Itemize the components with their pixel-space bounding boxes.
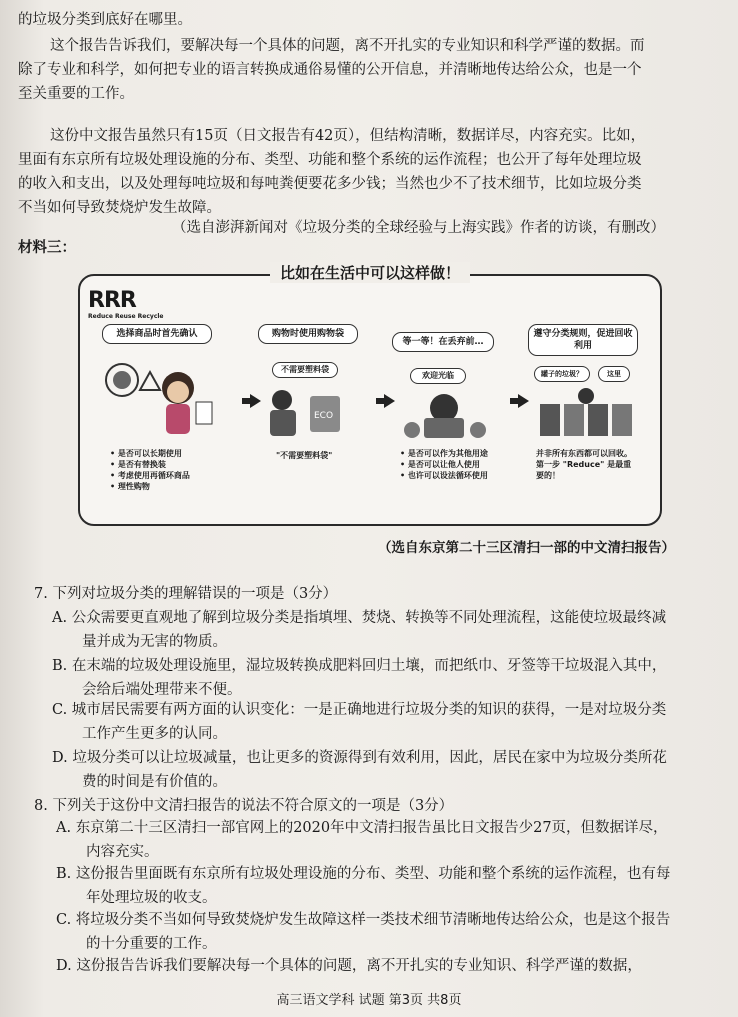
girl-shopping-illustration [100,350,220,440]
text-line: 里面有东京所有垃圾处理设施的分布、类型、功能和整个系统的运作流程；也公开了每年处理垃圾 [18,152,642,168]
text-line: 这份中文报告虽然只有15页（日文报告有42页），但结构清晰，数据详尽，内容充实。比如， [50,128,646,144]
rrr-logo: RRR Reduce Reuse Recycle [88,288,164,320]
step-3-label: 等一等！在丢弃前… [392,332,494,352]
recycle-shop-illustration [394,386,494,440]
q7-option-b-cont: 会给后端处理带来不便。 [82,682,242,698]
infographic-title: 比如在生活中可以这样做！ [270,262,470,283]
q7-option-a-cont: 量并成为无害的物质。 [82,634,227,650]
step-4-speech-bubble: 罐子的垃圾？ [534,366,590,382]
q8-option-b: B. 这份报告里面既有东京所有垃圾处理设施的分布、类型、功能和整个系统的运作流程，也有每 [56,866,671,882]
svg-text:ECO: ECO [314,411,334,421]
q7-option-a: A. 公众需要更直观地了解到垃圾分类是指填埋、焚烧、转换等不同处理流程，这能使垃圾最终减 [52,610,667,626]
text-line: 的收入和支出，以及处理每吨垃圾和每吨粪便要花多少钱；当然也少不了技术细节，比如垃圾分类 [18,176,642,192]
step-3-bullets: • 是否可以作为其他用途 • 是否可以让他人使用 • 也许可以设法循环使用 [400,449,488,480]
q7-option-d: D. 垃圾分类可以让垃圾减量，也让更多的资源得到有效利用，因此，居民在家中为垃圾分类所花 [52,750,667,766]
q8-option-c: C. 将垃圾分类不当如何导致焚烧炉发生故障这样一类技术细节清晰地传达给公众，也是这个报告 [56,912,671,928]
step-2-label: 购物时使用购物袋 [258,324,358,344]
q8-option-b-cont: 年处理垃圾的收支。 [86,890,217,906]
text-line: 除了专业和科学，如何把专业的语言转换成通俗易懂的公开信息，并清晰地传达给公众，也是一个 [18,62,642,78]
q7-option-b: B. 在末端的垃圾处理设施里，湿垃圾转换成肥料回归土壤，而把纸巾、牙签等干垃圾混入其中， [52,658,667,674]
infographic-panel [78,264,662,526]
question-7-stem: 7. 下列对垃圾分类的理解错误的一项是（3分） [34,586,338,602]
shopping-bag-illustration [258,380,358,440]
q8-option-a: A. 东京第二十三区清扫一部官网上的2020年中文清扫报告虽比日文报告少27页，但数据详尽， [56,820,668,836]
arrow-right-icon [518,394,529,408]
q7-option-c: C. 城市居民需要有两方面的认识变化：一是正确地进行垃圾分类的知识的获得，一是对垃圾分类 [52,702,667,718]
step-4-speech-bubble: 这里 [598,366,630,382]
q8-option-c-cont: 的十分重要的工作。 [86,936,217,952]
q7-option-c-cont: 工作产生更多的认同。 [82,726,227,742]
step-1-bullets: • 是否可以长期使用 • 是否有替换装 • 考虑使用再循环商品 • 理性购物 [110,449,190,491]
q7-option-d-cont: 费的时间是有价值的。 [82,774,227,790]
infographic-source: （选自东京第二十三区清扫一部的中文清扫报告） [378,540,675,556]
question-8-stem: 8. 下列关于这份中文清扫报告的说法不符合原文的一项是（3分） [34,798,454,814]
step-3-speech-bubble: 欢迎光临 [410,368,466,384]
material-heading: 材料三： [18,239,76,256]
source-citation: （选自澎湃新闻对《垃圾分类的全球经验与上海实践》作者的访谈，有删改） [172,220,665,236]
text-line: 的垃圾分类到底好在哪里。 [18,12,192,28]
step-4-note: 并非所有东西都可以回收。 第一步 "Reduce" 是最重 要的！ [536,449,632,480]
page-footer: 高三语文学科 试题 第3页 共8页 [276,993,462,1008]
text-line: 这个报告告诉我们，要解决每一个具体的问题，离不开扎实的专业知识和科学严谨的数据。而 [50,38,645,54]
q8-option-a-cont: 内容充实。 [86,844,159,860]
text-line: 不当如何导致焚烧炉发生故障。 [18,200,221,216]
step-4-label: 遵守分类规则，促进回收利用 [528,324,638,356]
step-1-label: 选择商品时首先确认 [102,324,212,344]
step-2-speech-bubble: 不需要塑料袋 [272,362,338,378]
step-2-caption: "不需要塑料袋" [276,451,333,460]
text-line: 至关重要的工作。 [18,86,134,102]
q8-option-d: D. 这份报告告诉我们要解决每一个具体的问题，离不开扎实的专业知识、科学严谨的数据， [56,958,642,974]
sorting-bins-illustration [536,386,636,440]
